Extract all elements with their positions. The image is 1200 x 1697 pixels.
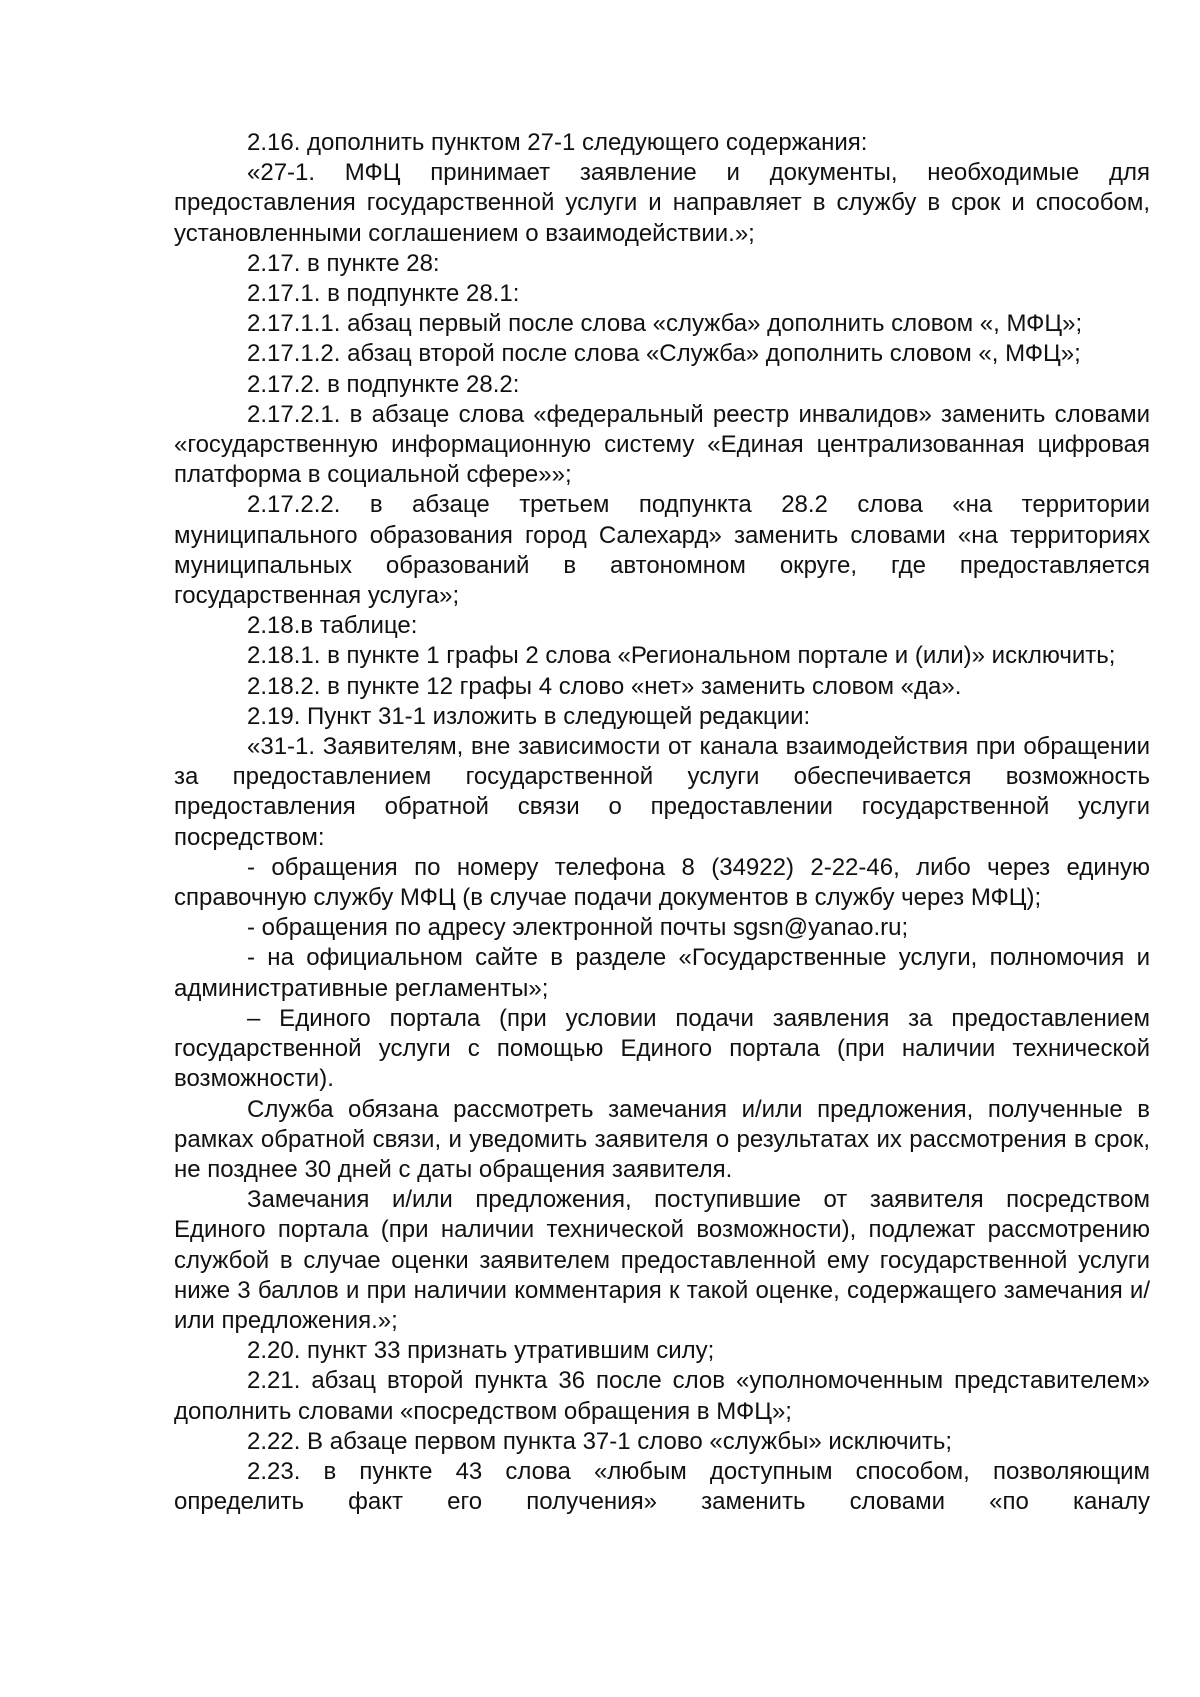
- paragraph-2-16: 2.16. дополнить пунктом 27-1 следующего содержания:: [247, 129, 868, 156]
- paragraph-2-18-2: 2.18.2. в пункте 12 графы 4 слово «нет» заменить словом «да».: [247, 672, 962, 700]
- paragraph-remarks: Замечания и/или предложения, поступившие от заявителя посредством Единого портала (при наличии технической возможности), подлежат рассмотрению службой в случае оценки заявителем предоставленной ему государственной услуги ниже 3 баллов и при наличии комментария к такой оценке, содержащего замечания и/или предложения.»;: [174, 1186, 1150, 1334]
- paragraph-2-17-1-2: 2.17.1.2. абзац второй после слова «Служба» дополнить словом «, МФЦ»;: [247, 340, 1081, 368]
- paragraph-2-18-1: 2.18.1. в пункте 1 графы 2 слова «Региональном портале и (или)» исключить;: [247, 642, 1116, 670]
- paragraph-service-obligation: Служба обязана рассмотреть замечания и/или предложения, полученные в рамках обратной связи, и уведомить заявителя о результатах их рассмотрения в срок, не позднее 30 дней с даты обращения заявителя.: [174, 1095, 1150, 1183]
- paragraph-2-21: 2.21. абзац второй пункта 36 после слов «уполномоченным представителем» дополнить словами «посредством обращения в МФЦ»;: [174, 1367, 1150, 1425]
- paragraph-2-17: 2.17. в пункте 28:: [247, 249, 440, 277]
- paragraph-2-17-2-1: 2.17.2.1. в абзаце слова «федеральный реестр инвалидов» заменить словами «государственную информационную систему «Единая централизованная цифровая платформа в социальной сфере»»;: [174, 400, 1150, 489]
- paragraph-2-23: 2.23. в пункте 43 слова «любым доступным способом, позволяющим определить факт его получения» заменить словами «по каналу: [174, 1457, 1150, 1516]
- paragraph-2-22: 2.22. В абзаце первом пункта 37-1 слово «службы» исключить;: [247, 1427, 953, 1455]
- paragraph-27-1-quote: «27-1. МФЦ принимает заявление и документы, необходимые для предоставления государственной услуги и направляет в службу в срок и способом, установленными соглашением о взаимодействии.»;: [174, 159, 1150, 247]
- paragraph-2-17-1-1: 2.17.1.1. абзац первый после слова «служба» дополнить словом «, МФЦ»;: [247, 310, 1083, 338]
- list-item-unified-portal: – Единого портала (при условии подачи заявления за предоставлением государственной услуги с помощью Единого портала (при наличии технической возможности).: [174, 1004, 1150, 1093]
- paragraph-31-1-quote: «31-1. Заявителям, вне зависимости от канала взаимодействия при обращении за предоставлением государственной услуги обеспечивается возможность предоставления обратной связи о предоставлении государственной услуги посредством:: [174, 733, 1150, 851]
- list-item-phone: - обращения по номеру телефона 8 (34922) 2-22-46, либо через единую справочную службу МФЦ (в случае подачи документов в службу через МФЦ);: [174, 853, 1150, 912]
- paragraph-2-20: 2.20. пункт 33 признать утратившим силу;: [247, 1337, 715, 1365]
- list-item-email: - обращения по адресу электронной почты sgsn@yanao.ru;: [247, 914, 909, 942]
- list-item-website: - на официальном сайте в разделе «Государственные услуги, полномочия и административные регламенты»;: [174, 944, 1150, 1002]
- paragraph-2-18: 2.18.в таблице:: [247, 612, 418, 640]
- paragraph-2-17-1: 2.17.1. в подпункте 28.1:: [247, 280, 520, 308]
- document-body: [174, 128, 1150, 1517]
- paragraph-2-17-2-2: 2.17.2.2. в абзаце третьем подпункта 28.2 слова «на территории муниципального образования город Салехард» заменить словами «на территориях муниципальных образований в автономном округе, где предоставляется государственная услуга»;: [174, 491, 1150, 610]
- paragraph-2-19: 2.19. Пункт 31-1 изложить в следующей редакции:: [247, 702, 811, 730]
- paragraph-2-17-2: 2.17.2. в подпункте 28.2:: [247, 370, 520, 398]
